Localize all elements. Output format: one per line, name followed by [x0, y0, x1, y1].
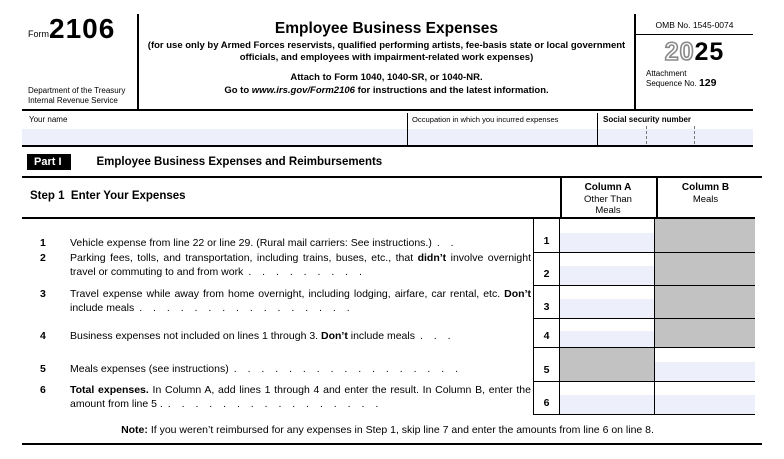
line-4-col-a-cell: [560, 319, 655, 347]
line-3-amount-row: [533, 286, 755, 319]
line-4-text: Business expenses not included on lines 1 through 3.: [70, 330, 322, 342]
occupation-input[interactable]: [408, 129, 597, 145]
line-3-description: 3 Travel expense while away from home overnight, including lodging, airfare, car rental, etc. Don’t include meals . . . . . . . . . . . . . . . .: [40, 288, 531, 314]
your-name-input[interactable]: [22, 129, 407, 145]
line-6-col-b-cell: [655, 382, 755, 414]
line-4-leader-dots: . . .: [419, 330, 455, 342]
tax-year-outline: 20: [664, 38, 695, 66]
line-3-col-a-input[interactable]: [560, 299, 654, 318]
line-5-col-a-shaded: [560, 348, 655, 381]
your-name-label: Your name: [29, 115, 68, 124]
line-1-col-b-shaded: [655, 219, 755, 252]
column-b-left-border: [656, 178, 658, 219]
part1-rule: [22, 176, 762, 178]
part1-header: [27, 154, 382, 170]
step1-title: Enter Your Expenses: [70, 190, 186, 202]
column-a-sub1: Other Than: [584, 194, 632, 205]
column-a-title: Column A: [584, 182, 632, 193]
step1-label: [30, 190, 186, 202]
line-6-col-b-input[interactable]: [655, 395, 755, 414]
goto-post: for instructions and the latest information.: [354, 85, 549, 96]
column-a-header: [560, 179, 656, 217]
form-header-center: [137, 14, 636, 109]
line-6-col-a-cell: [560, 382, 655, 414]
line-3-leader-dots: . . . . . . . . . . . . . . . .: [139, 301, 354, 314]
sequence-label: Sequence No.: [646, 78, 699, 88]
line-4-amount-row: [533, 319, 755, 348]
column-b-header: [656, 179, 755, 217]
line-2-col-b-shaded: [655, 253, 755, 285]
line-2-leader-dots: . . . . . . . . .: [248, 265, 366, 278]
form-word: Form: [28, 29, 49, 39]
form-header: [22, 14, 753, 111]
line-6-col-a-input[interactable]: [560, 395, 654, 414]
line-6-number: 6: [40, 384, 46, 396]
form-id: [28, 13, 133, 44]
line-3-text: Travel expense while away from home overnight, including lodging, airfare, car rental, etc.: [70, 288, 505, 300]
form-title: Employee Business Expenses: [274, 20, 499, 37]
sequence-number: 129: [698, 76, 717, 89]
line-1-text: Vehicle expense from line 22 or line 29. (Rural mail carriers: See instructions.): [70, 237, 432, 249]
line-3-box-number: 3: [533, 286, 560, 318]
line-5-leader-dots: . . . . . . . . . . . . . . . . .: [233, 363, 463, 375]
occupation-cell: [407, 113, 597, 145]
omb-number: OMB No. 1545-0074: [636, 14, 753, 35]
line-5-box-number: 5: [533, 348, 560, 381]
line-5-text: Meals expenses (see instructions): [70, 363, 229, 375]
line-1-number: 1: [40, 237, 46, 249]
line-1-description: [22, 237, 533, 251]
line-6-leader-dots: . . . . . . . . . . . . . . . .: [167, 397, 383, 410]
line-6-description: 6 Total expenses. In Column A, add lines 1 through 4 and enter the result. In Column B, enter the amount from line 5 . . . . . . . . . . . . . . . . .: [40, 384, 531, 410]
ssn-divider-2: [694, 126, 695, 144]
line-4-description: 4 Business expenses not included on lines 1 through 3. Don’t include meals . . .: [40, 330, 455, 342]
step1-header-band: [22, 179, 755, 217]
part1-badge: Part I: [27, 154, 71, 170]
line-6-amount-row: [533, 382, 755, 415]
note-text: If you weren’t reimbursed for any expenses in Step 1, skip line 7 and enter the amounts from line 6 on line 8.: [147, 424, 654, 436]
step1-number: Step 1: [30, 190, 65, 202]
goto-pre: Go to: [224, 85, 252, 96]
line-6-text: Total expenses.: [70, 384, 149, 396]
line-2-amount-row: [533, 253, 755, 286]
line-4-box-number: 4: [533, 319, 560, 347]
column-b-title: Column B: [681, 182, 730, 193]
line-4-number: 4: [40, 330, 46, 342]
note-label: Note:: [121, 424, 148, 436]
your-name-cell: [22, 113, 407, 145]
line-4-col-b-shaded: [655, 319, 755, 347]
line-1-col-a-input[interactable]: [560, 233, 654, 252]
ssn-divider-1: [646, 126, 647, 144]
line-4-col-a-input[interactable]: [560, 331, 654, 347]
agency-name: [28, 86, 133, 106]
form-subtitle: (for use only by Armed Forces reservists, qualified performing artists, fee-basis state or local government officials, and employees with impairment-related work expenses): [147, 40, 626, 63]
line-1-col-a-cell: [560, 219, 655, 252]
column-a-left-border: [560, 178, 562, 219]
line-2-col-a-cell: [560, 253, 655, 285]
line-5-amount-row: [533, 348, 755, 382]
bottom-rule: [22, 443, 762, 445]
irs-form-url: www.irs.gov/Form2106: [251, 85, 355, 96]
line-5-col-b-cell: [655, 348, 755, 381]
ssn-cell: [597, 113, 753, 145]
ssn-input[interactable]: [598, 129, 753, 145]
tax-year: [636, 39, 753, 66]
line-5-col-b-input[interactable]: [655, 362, 755, 381]
line-2-number: 2: [40, 252, 46, 264]
attachment-sequence: [636, 66, 753, 88]
attachment-label: Attachment: [646, 69, 687, 78]
column-b-sub: Meals: [692, 194, 719, 205]
line-2-description: 2 Parking fees, tolls, and transportation, including trains, buses, etc., that didn’t involve overnight travel or commuting to and from work . . . . . . . . .: [40, 252, 531, 278]
amount-grid: [533, 219, 755, 415]
form-header-left: [22, 14, 137, 109]
ssn-label: Social security number: [603, 115, 692, 124]
line-2-text: Parking fees, tolls, and transportation, including trains, buses, etc., that: [70, 252, 418, 264]
goto-instruction: [224, 85, 548, 96]
form-header-right: [636, 14, 753, 109]
part1-title: Employee Business Expenses and Reimbursements: [96, 156, 383, 168]
occupation-label: Occupation in which you incurred expenses: [412, 115, 559, 124]
column-a-sub2: Meals: [595, 205, 621, 216]
line-6-box-number: 6: [533, 382, 560, 414]
line-2-box-number: 2: [533, 253, 560, 285]
dept-line1: Department of the Treasury: [28, 86, 126, 95]
dept-line2: Internal Revenue Service: [28, 96, 118, 105]
line-1-box-number: 1: [533, 219, 560, 252]
line-3-col-a-cell: [560, 286, 655, 318]
identity-row: [22, 113, 753, 147]
step1-note: [22, 424, 753, 436]
form-number: 2106: [49, 13, 116, 44]
line-3-number: 3: [40, 288, 46, 300]
attach-instruction: Attach to Form 1040, 1040-SR, or 1040-NR.: [290, 72, 483, 83]
line-5-number: 5: [40, 363, 46, 375]
line-5-description: [22, 363, 533, 377]
line-1-amount-row: [533, 219, 755, 253]
tax-year-bold: 25: [694, 38, 725, 66]
line-2-col-a-input[interactable]: [560, 266, 654, 285]
line-3-col-b-shaded: [655, 286, 755, 318]
line-1-leader-dots: . .: [436, 237, 458, 249]
